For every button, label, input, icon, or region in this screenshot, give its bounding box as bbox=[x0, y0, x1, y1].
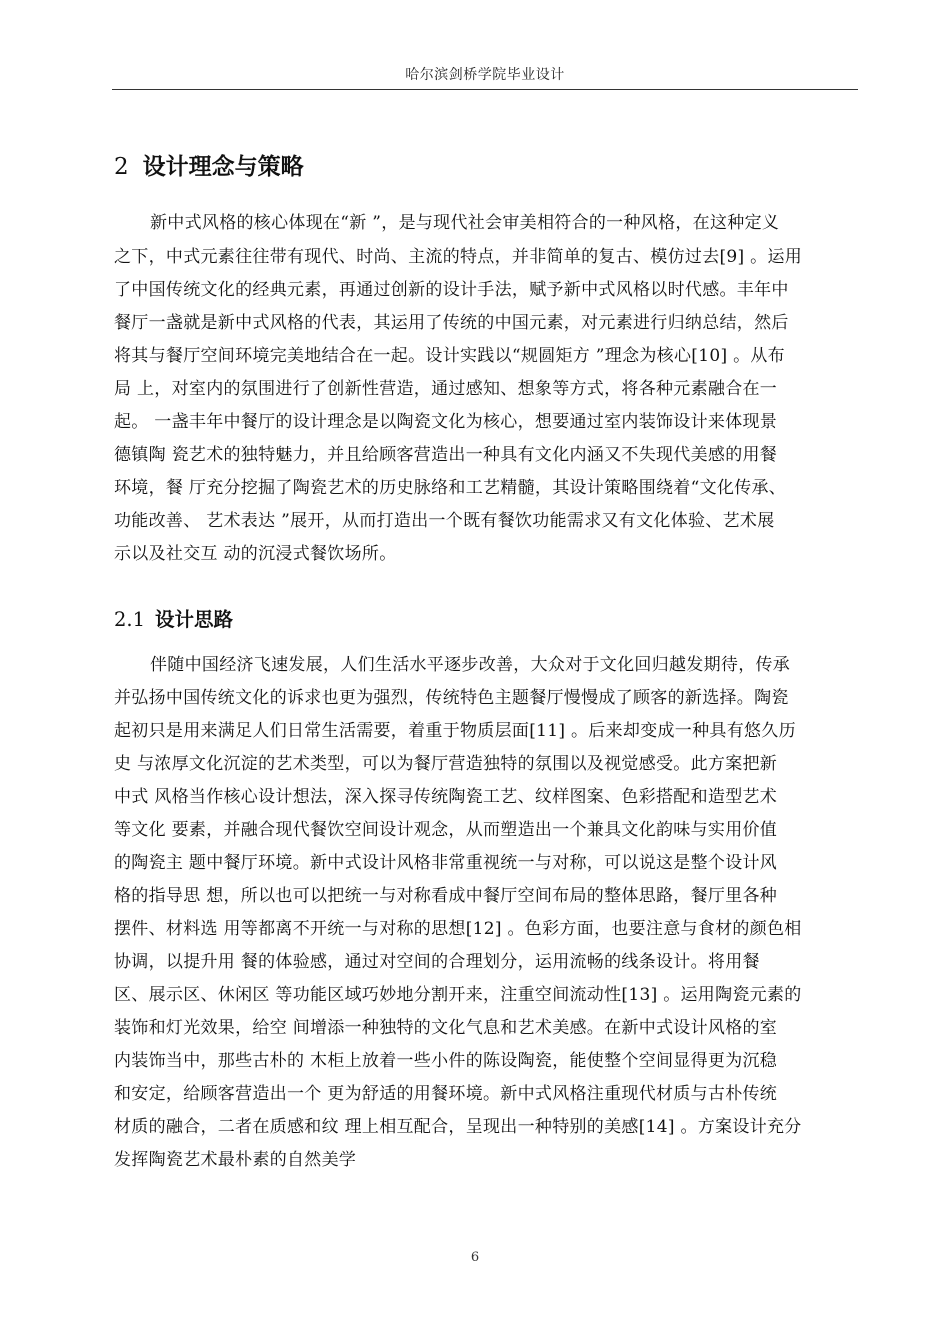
section-heading bbox=[114, 148, 304, 181]
text-line: 装饰和灯光效果，给空 间增添一种独特的文化气息和艺术美感。在新中式设计风格的室 bbox=[114, 1018, 778, 1038]
text-line: 等文化 要素，并融合现代餐饮空间设计观念，从而塑造出一个兼具文化韵味与实用价值 bbox=[114, 820, 778, 840]
page-number: 6 bbox=[470, 1250, 480, 1265]
text-line: 环境，餐 厅充分挖掘了陶瓷艺术的历史脉络和工艺精髓，其设计策略围绕着“文化传承、 bbox=[114, 478, 787, 498]
text-line: 将其与餐厅空间环境完美地结合在一起。设计实践以“规圆矩方 ”理念为核心[10] 。从布 bbox=[114, 346, 785, 366]
text-line: 格的指导思 想，所以也可以把统一与对称看成中餐厅空间布局的整体思路，餐厅里各种 bbox=[114, 886, 778, 906]
text-line: 了中国传统文化的经典元素，再通过创新的设计手法，赋予新中式风格以时代感。丰年中 bbox=[114, 280, 789, 300]
text-line: 中式 风格当作核心设计想法，深入探寻传统陶瓷工艺、纹样图案、色彩搭配和造型艺术 bbox=[114, 787, 778, 807]
header-rule bbox=[112, 89, 858, 90]
text-line: 内装饰当中，那些古朴的 木柜上放着一些小件的陈设陶瓷，能使整个空间显得更为沉稳 bbox=[114, 1051, 778, 1071]
text-line: 起。 一盏丰年中餐厅的设计理念是以陶瓷文化为核心，想要通过室内装饰设计来体现景 bbox=[114, 412, 778, 432]
text-line: 局 上，对室内的氛围进行了创新性营造，通过感知、想象等方式，将各种元素融合在一 bbox=[114, 379, 778, 399]
text-line: 史 与浓厚文化沉淀的艺术类型，可以为餐厅营造独特的氛围以及视觉感受。此方案把新 bbox=[114, 754, 778, 774]
running-header: 哈尔滨剑桥学院毕业设计 bbox=[405, 67, 565, 83]
subsection-heading bbox=[114, 604, 233, 632]
text-line: 德镇陶 瓷艺术的独特魅力，并且给顾客营造出一种具有文化内涵又不失现代美感的用餐 bbox=[114, 445, 778, 465]
text-line: 之下，中式元素往往带有现代、时尚、主流的特点，并非简单的复古、模仿过去[9] 。运用 bbox=[114, 247, 803, 267]
text-line: 餐厅一盏就是新中式风格的代表，其运用了传统的中国元素，对元素进行归纳总结，然后 bbox=[114, 313, 789, 333]
text-line: 区、展示区、休闲区 等功能区域巧妙地分割开来，注重空间流动性[13] 。运用陶瓷元素的 bbox=[114, 985, 802, 1005]
text-line: 材质的融合，二者在质感和纹 理上相互配合，呈现出一种特别的美感[14] 。方案设计充分 bbox=[114, 1117, 802, 1137]
text-line: 并弘扬中国传统文化的诉求也更为强烈，传统特色主题餐厅慢慢成了顾客的新选择。陶瓷 bbox=[114, 688, 789, 708]
text-line: 发挥陶瓷艺术最朴素的自然美学 bbox=[114, 1150, 357, 1170]
text-line: 摆件、材料选 用等都离不开统一与对称的思想[12] 。色彩方面，也要注意与食材的颜色相 bbox=[114, 919, 802, 939]
text-line: 新中式风格的核心体现在“新 ”，是与现代社会审美相符合的一种风格，在这种定义 bbox=[150, 213, 780, 233]
text-line: 的陶瓷主 题中餐厅环境。新中式设计风格非常重视统一与对称，可以说这是整个设计风 bbox=[114, 853, 778, 873]
subsection-title: 设计思路 bbox=[155, 608, 234, 631]
text-line: 协调，以提升用 餐的体验感，通过对空间的合理划分，运用流畅的线条设计。将用餐 bbox=[114, 952, 760, 972]
text-line: 和安定，给顾客营造出一个 更为舒适的用餐环境。新中式风格注重现代材质与古朴传统 bbox=[114, 1084, 778, 1104]
body-paragraph-2 bbox=[114, 649, 858, 1177]
subsection-number: 2.1 bbox=[114, 608, 146, 631]
text-line: 起初只是用来满足人们日常生活需要，着重于物质层面[11] 。后来却变成一种具有悠久历 bbox=[114, 721, 796, 741]
text-line: 功能改善、 艺术表达 ”展开，从而打造出一个既有餐饮功能需求又有文化体验、艺术展 bbox=[114, 511, 775, 531]
text-line: 伴随中国经济飞速发展，人们生活水平逐步改善，大众对于文化回归越发期待，传承 bbox=[150, 655, 791, 675]
section-title: 设计理念与策略 bbox=[142, 153, 304, 180]
section-number: 2 bbox=[114, 154, 129, 180]
text-line: 示以及社交互 动的沉浸式餐饮场所。 bbox=[114, 544, 397, 564]
body-paragraph-1 bbox=[114, 212, 858, 571]
